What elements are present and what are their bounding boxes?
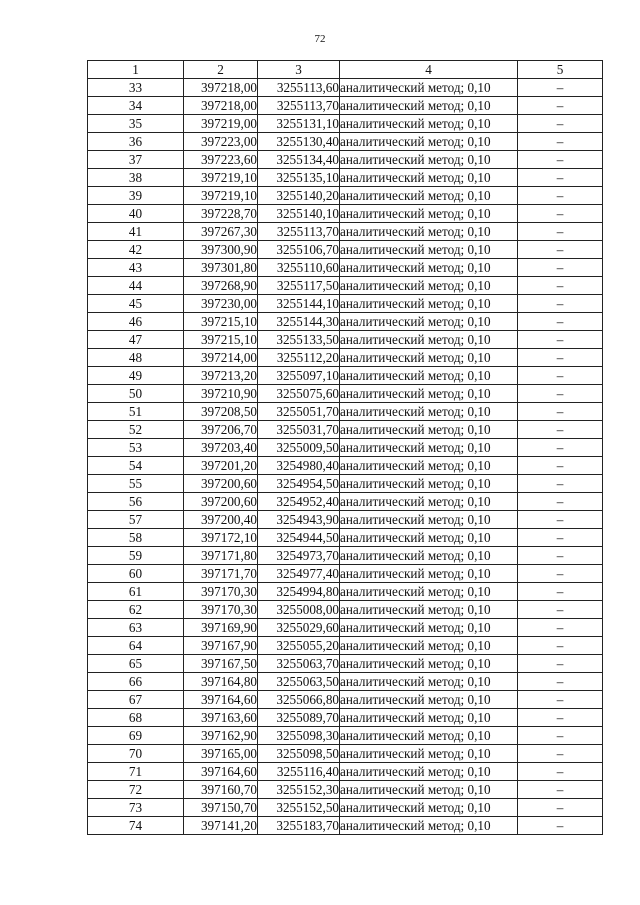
description-cell: –: [518, 601, 603, 619]
point-number-cell: 59: [88, 547, 184, 565]
x-coordinate-cell: 397214,00: [184, 349, 258, 367]
description-cell: –: [518, 97, 603, 115]
description-cell: –: [518, 691, 603, 709]
y-coordinate-cell: 3255144,30: [258, 313, 340, 331]
description-cell: –: [518, 583, 603, 601]
method-accuracy-cell: аналитический метод; 0,10: [340, 187, 518, 205]
y-coordinate-cell: 3255140,10: [258, 205, 340, 223]
method-accuracy-cell: аналитический метод; 0,10: [340, 709, 518, 727]
description-cell: –: [518, 673, 603, 691]
table-row: [88, 295, 603, 313]
x-coordinate-cell: 397215,10: [184, 313, 258, 331]
x-coordinate-cell: 397170,30: [184, 601, 258, 619]
y-coordinate-cell: 3255063,70: [258, 655, 340, 673]
point-number-cell: 54: [88, 457, 184, 475]
table-row: [88, 745, 603, 763]
point-number-cell: 45: [88, 295, 184, 313]
method-accuracy-cell: аналитический метод; 0,10: [340, 691, 518, 709]
x-coordinate-cell: 397219,10: [184, 187, 258, 205]
table-row: [88, 781, 603, 799]
y-coordinate-cell: 3255134,40: [258, 151, 340, 169]
table-row: [88, 529, 603, 547]
y-coordinate-cell: 3255066,80: [258, 691, 340, 709]
table-row: [88, 619, 603, 637]
x-coordinate-cell: 397223,60: [184, 151, 258, 169]
x-coordinate-cell: 397170,30: [184, 583, 258, 601]
method-accuracy-cell: аналитический метод; 0,10: [340, 295, 518, 313]
table-row: [88, 313, 603, 331]
point-number-cell: 66: [88, 673, 184, 691]
point-number-cell: 40: [88, 205, 184, 223]
method-accuracy-cell: аналитический метод; 0,10: [340, 529, 518, 547]
table-row: [88, 259, 603, 277]
x-coordinate-cell: 397208,50: [184, 403, 258, 421]
x-coordinate-cell: 397172,10: [184, 529, 258, 547]
y-coordinate-cell: 3255097,10: [258, 367, 340, 385]
description-cell: –: [518, 403, 603, 421]
description-cell: –: [518, 187, 603, 205]
coordinates-table: [87, 60, 603, 835]
y-coordinate-cell: 3255113,60: [258, 79, 340, 97]
y-coordinate-cell: 3255117,50: [258, 277, 340, 295]
description-cell: –: [518, 655, 603, 673]
description-cell: –: [518, 277, 603, 295]
table-row: [88, 493, 603, 511]
table-row: [88, 709, 603, 727]
y-coordinate-cell: 3255075,60: [258, 385, 340, 403]
point-number-cell: 51: [88, 403, 184, 421]
method-accuracy-cell: аналитический метод; 0,10: [340, 385, 518, 403]
y-coordinate-cell: 3255110,60: [258, 259, 340, 277]
table-row: [88, 691, 603, 709]
method-accuracy-cell: аналитический метод; 0,10: [340, 331, 518, 349]
point-number-cell: 60: [88, 565, 184, 583]
description-cell: –: [518, 295, 603, 313]
table-row: [88, 457, 603, 475]
description-cell: –: [518, 367, 603, 385]
x-coordinate-cell: 397167,90: [184, 637, 258, 655]
column-header-description: 5: [518, 61, 603, 79]
method-accuracy-cell: аналитический метод; 0,10: [340, 619, 518, 637]
method-accuracy-cell: аналитический метод; 0,10: [340, 367, 518, 385]
table-row: [88, 637, 603, 655]
x-coordinate-cell: 397160,70: [184, 781, 258, 799]
point-number-cell: 46: [88, 313, 184, 331]
point-number-cell: 33: [88, 79, 184, 97]
x-coordinate-cell: 397218,00: [184, 97, 258, 115]
point-number-cell: 61: [88, 583, 184, 601]
method-accuracy-cell: аналитический метод; 0,10: [340, 745, 518, 763]
table-row: [88, 169, 603, 187]
method-accuracy-cell: аналитический метод; 0,10: [340, 403, 518, 421]
y-coordinate-cell: 3255029,60: [258, 619, 340, 637]
x-coordinate-cell: 397223,00: [184, 133, 258, 151]
method-accuracy-cell: аналитический метод; 0,10: [340, 79, 518, 97]
method-accuracy-cell: аналитический метод; 0,10: [340, 115, 518, 133]
description-cell: –: [518, 223, 603, 241]
description-cell: –: [518, 745, 603, 763]
table-row: [88, 655, 603, 673]
point-number-cell: 67: [88, 691, 184, 709]
page-number: 72: [314, 33, 326, 45]
point-number-cell: 38: [88, 169, 184, 187]
y-coordinate-cell: 3255112,20: [258, 349, 340, 367]
method-accuracy-cell: аналитический метод; 0,10: [340, 547, 518, 565]
method-accuracy-cell: аналитический метод; 0,10: [340, 439, 518, 457]
description-cell: –: [518, 259, 603, 277]
x-coordinate-cell: 397164,60: [184, 763, 258, 781]
y-coordinate-cell: 3255106,70: [258, 241, 340, 259]
table-row: [88, 367, 603, 385]
point-number-cell: 49: [88, 367, 184, 385]
point-number-cell: 47: [88, 331, 184, 349]
y-coordinate-cell: 3255098,30: [258, 727, 340, 745]
y-coordinate-cell: 3255009,50: [258, 439, 340, 457]
point-number-cell: 56: [88, 493, 184, 511]
description-cell: –: [518, 439, 603, 457]
point-number-cell: 68: [88, 709, 184, 727]
description-cell: –: [518, 817, 603, 835]
method-accuracy-cell: аналитический метод; 0,10: [340, 169, 518, 187]
table-row: [88, 601, 603, 619]
x-coordinate-cell: 397213,20: [184, 367, 258, 385]
table-row: [88, 151, 603, 169]
description-cell: –: [518, 457, 603, 475]
y-coordinate-cell: 3254980,40: [258, 457, 340, 475]
description-cell: –: [518, 547, 603, 565]
column-header-x-coordinate: 2: [184, 61, 258, 79]
y-coordinate-cell: 3254954,50: [258, 475, 340, 493]
x-coordinate-cell: 397230,00: [184, 295, 258, 313]
table-row: [88, 331, 603, 349]
y-coordinate-cell: 3255130,40: [258, 133, 340, 151]
y-coordinate-cell: 3255152,30: [258, 781, 340, 799]
x-coordinate-cell: 397169,90: [184, 619, 258, 637]
y-coordinate-cell: 3255135,10: [258, 169, 340, 187]
x-coordinate-cell: 397218,00: [184, 79, 258, 97]
table-row: [88, 673, 603, 691]
table-row: [88, 799, 603, 817]
method-accuracy-cell: аналитический метод; 0,10: [340, 457, 518, 475]
x-coordinate-cell: 397206,70: [184, 421, 258, 439]
point-number-cell: 57: [88, 511, 184, 529]
y-coordinate-cell: 3255133,50: [258, 331, 340, 349]
point-number-cell: 58: [88, 529, 184, 547]
method-accuracy-cell: аналитический метод; 0,10: [340, 205, 518, 223]
description-cell: –: [518, 79, 603, 97]
method-accuracy-cell: аналитический метод; 0,10: [340, 313, 518, 331]
y-coordinate-cell: 3254943,90: [258, 511, 340, 529]
point-number-cell: 39: [88, 187, 184, 205]
method-accuracy-cell: аналитический метод; 0,10: [340, 97, 518, 115]
method-accuracy-cell: аналитический метод; 0,10: [340, 817, 518, 835]
x-coordinate-cell: 397201,20: [184, 457, 258, 475]
x-coordinate-cell: 397164,60: [184, 691, 258, 709]
point-number-cell: 36: [88, 133, 184, 151]
y-coordinate-cell: 3255063,50: [258, 673, 340, 691]
method-accuracy-cell: аналитический метод; 0,10: [340, 223, 518, 241]
point-number-cell: 50: [88, 385, 184, 403]
y-coordinate-cell: 3255144,10: [258, 295, 340, 313]
x-coordinate-cell: 397200,60: [184, 493, 258, 511]
x-coordinate-cell: 397162,90: [184, 727, 258, 745]
table-row: [88, 277, 603, 295]
point-number-cell: 41: [88, 223, 184, 241]
description-cell: –: [518, 133, 603, 151]
y-coordinate-cell: 3255183,70: [258, 817, 340, 835]
description-cell: –: [518, 385, 603, 403]
table-row: [88, 817, 603, 835]
description-cell: –: [518, 349, 603, 367]
method-accuracy-cell: аналитический метод; 0,10: [340, 259, 518, 277]
method-accuracy-cell: аналитический метод; 0,10: [340, 421, 518, 439]
point-number-cell: 71: [88, 763, 184, 781]
y-coordinate-cell: 3255116,40: [258, 763, 340, 781]
table-row: [88, 439, 603, 457]
x-coordinate-cell: 397215,10: [184, 331, 258, 349]
x-coordinate-cell: 397228,70: [184, 205, 258, 223]
x-coordinate-cell: 397219,00: [184, 115, 258, 133]
table-row: [88, 349, 603, 367]
method-accuracy-cell: аналитический метод; 0,10: [340, 655, 518, 673]
table-row: [88, 763, 603, 781]
y-coordinate-cell: 3255152,50: [258, 799, 340, 817]
method-accuracy-cell: аналитический метод; 0,10: [340, 493, 518, 511]
y-coordinate-cell: 3255113,70: [258, 97, 340, 115]
description-cell: –: [518, 313, 603, 331]
description-cell: –: [518, 565, 603, 583]
x-coordinate-cell: 397164,80: [184, 673, 258, 691]
table-row: [88, 475, 603, 493]
x-coordinate-cell: 397171,80: [184, 547, 258, 565]
table-row: [88, 79, 603, 97]
table-header-row: [88, 61, 603, 79]
x-coordinate-cell: 397210,90: [184, 385, 258, 403]
method-accuracy-cell: аналитический метод; 0,10: [340, 637, 518, 655]
description-cell: –: [518, 493, 603, 511]
table-row: [88, 547, 603, 565]
y-coordinate-cell: 3254994,80: [258, 583, 340, 601]
description-cell: –: [518, 511, 603, 529]
description-cell: –: [518, 115, 603, 133]
method-accuracy-cell: аналитический метод; 0,10: [340, 151, 518, 169]
column-header-point-number: 1: [88, 61, 184, 79]
description-cell: –: [518, 637, 603, 655]
x-coordinate-cell: 397268,90: [184, 277, 258, 295]
point-number-cell: 72: [88, 781, 184, 799]
table-row: [88, 511, 603, 529]
y-coordinate-cell: 3254944,50: [258, 529, 340, 547]
description-cell: –: [518, 241, 603, 259]
x-coordinate-cell: 397301,80: [184, 259, 258, 277]
x-coordinate-cell: 397203,40: [184, 439, 258, 457]
point-number-cell: 69: [88, 727, 184, 745]
y-coordinate-cell: 3255055,20: [258, 637, 340, 655]
point-number-cell: 52: [88, 421, 184, 439]
point-number-cell: 74: [88, 817, 184, 835]
method-accuracy-cell: аналитический метод; 0,10: [340, 583, 518, 601]
column-header-y-coordinate: 3: [258, 61, 340, 79]
method-accuracy-cell: аналитический метод; 0,10: [340, 241, 518, 259]
description-cell: –: [518, 475, 603, 493]
point-number-cell: 48: [88, 349, 184, 367]
point-number-cell: 62: [88, 601, 184, 619]
point-number-cell: 64: [88, 637, 184, 655]
table-row: [88, 133, 603, 151]
x-coordinate-cell: 397200,60: [184, 475, 258, 493]
table-row: [88, 115, 603, 133]
description-cell: –: [518, 421, 603, 439]
point-number-cell: 44: [88, 277, 184, 295]
x-coordinate-cell: 397200,40: [184, 511, 258, 529]
x-coordinate-cell: 397167,50: [184, 655, 258, 673]
point-number-cell: 34: [88, 97, 184, 115]
point-number-cell: 70: [88, 745, 184, 763]
method-accuracy-cell: аналитический метод; 0,10: [340, 601, 518, 619]
description-cell: –: [518, 619, 603, 637]
x-coordinate-cell: 397171,70: [184, 565, 258, 583]
x-coordinate-cell: 397300,90: [184, 241, 258, 259]
table-row: [88, 205, 603, 223]
y-coordinate-cell: 3255051,70: [258, 403, 340, 421]
point-number-cell: 55: [88, 475, 184, 493]
table-row: [88, 583, 603, 601]
table-row: [88, 187, 603, 205]
x-coordinate-cell: 397150,70: [184, 799, 258, 817]
table-row: [88, 385, 603, 403]
y-coordinate-cell: 3255131,10: [258, 115, 340, 133]
method-accuracy-cell: аналитический метод; 0,10: [340, 349, 518, 367]
method-accuracy-cell: аналитический метод; 0,10: [340, 673, 518, 691]
column-header-method-accuracy: 4: [340, 61, 518, 79]
x-coordinate-cell: 397141,20: [184, 817, 258, 835]
description-cell: –: [518, 529, 603, 547]
method-accuracy-cell: аналитический метод; 0,10: [340, 133, 518, 151]
x-coordinate-cell: 397267,30: [184, 223, 258, 241]
x-coordinate-cell: 397165,00: [184, 745, 258, 763]
point-number-cell: 35: [88, 115, 184, 133]
point-number-cell: 43: [88, 259, 184, 277]
table-row: [88, 727, 603, 745]
point-number-cell: 42: [88, 241, 184, 259]
description-cell: –: [518, 799, 603, 817]
point-number-cell: 65: [88, 655, 184, 673]
method-accuracy-cell: аналитический метод; 0,10: [340, 727, 518, 745]
method-accuracy-cell: аналитический метод; 0,10: [340, 475, 518, 493]
y-coordinate-cell: 3255113,70: [258, 223, 340, 241]
table-row: [88, 241, 603, 259]
table-row: [88, 403, 603, 421]
x-coordinate-cell: 397219,10: [184, 169, 258, 187]
method-accuracy-cell: аналитический метод; 0,10: [340, 277, 518, 295]
description-cell: –: [518, 169, 603, 187]
method-accuracy-cell: аналитический метод; 0,10: [340, 511, 518, 529]
description-cell: –: [518, 727, 603, 745]
method-accuracy-cell: аналитический метод; 0,10: [340, 799, 518, 817]
table-row: [88, 421, 603, 439]
y-coordinate-cell: 3255140,20: [258, 187, 340, 205]
description-cell: –: [518, 763, 603, 781]
table-body: [88, 79, 603, 835]
table-row: [88, 97, 603, 115]
y-coordinate-cell: 3255008,00: [258, 601, 340, 619]
method-accuracy-cell: аналитический метод; 0,10: [340, 565, 518, 583]
point-number-cell: 53: [88, 439, 184, 457]
point-number-cell: 73: [88, 799, 184, 817]
description-cell: –: [518, 709, 603, 727]
y-coordinate-cell: 3255031,70: [258, 421, 340, 439]
point-number-cell: 37: [88, 151, 184, 169]
x-coordinate-cell: 397163,60: [184, 709, 258, 727]
description-cell: –: [518, 781, 603, 799]
y-coordinate-cell: 3255098,50: [258, 745, 340, 763]
description-cell: –: [518, 331, 603, 349]
y-coordinate-cell: 3254952,40: [258, 493, 340, 511]
table-row: [88, 223, 603, 241]
y-coordinate-cell: 3254973,70: [258, 547, 340, 565]
y-coordinate-cell: 3254977,40: [258, 565, 340, 583]
method-accuracy-cell: аналитический метод; 0,10: [340, 763, 518, 781]
table-row: [88, 565, 603, 583]
description-cell: –: [518, 151, 603, 169]
description-cell: –: [518, 205, 603, 223]
method-accuracy-cell: аналитический метод; 0,10: [340, 781, 518, 799]
y-coordinate-cell: 3255089,70: [258, 709, 340, 727]
point-number-cell: 63: [88, 619, 184, 637]
